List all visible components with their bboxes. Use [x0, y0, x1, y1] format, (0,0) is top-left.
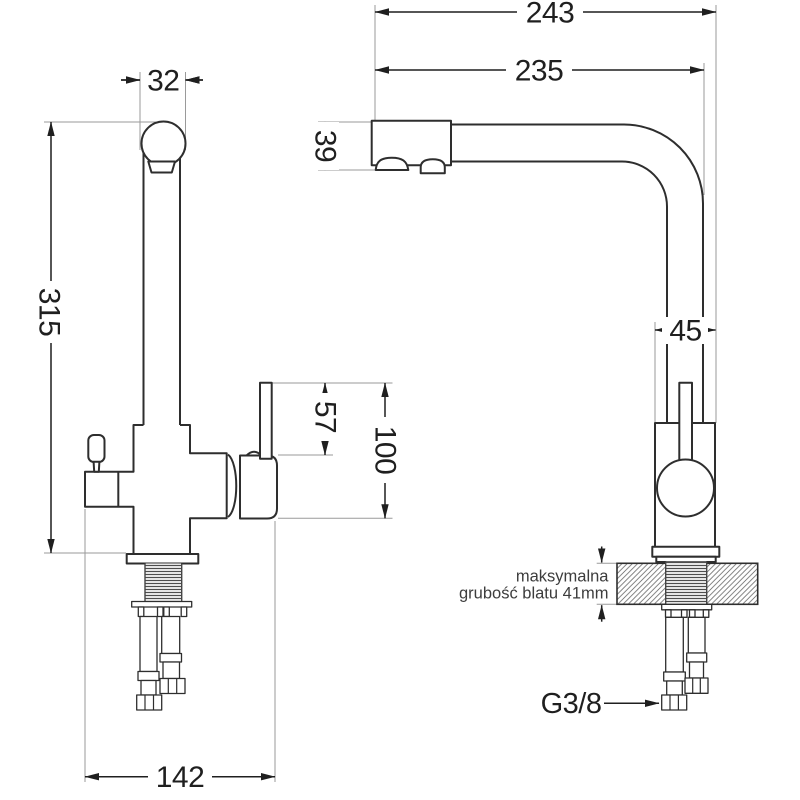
spout-head-sphere: [142, 122, 186, 166]
front-view-dimensions: [33, 65, 402, 795]
handle-joint-curve: [228, 455, 236, 518]
base-flange: [652, 547, 719, 557]
aerator-dome-main: [376, 158, 409, 170]
spout-pipe-outer: [451, 125, 703, 424]
mounting-washer: [662, 604, 712, 610]
dim-footprint-width-label: 142: [155, 761, 205, 794]
riser-column: [144, 151, 181, 425]
supply-hose-left: [662, 617, 687, 710]
dim-lever-height-label: 57: [308, 400, 342, 434]
dim-total-depth-label: 243: [525, 0, 575, 30]
mounting-studs: [666, 610, 709, 618]
counter-note-line1: maksymalna: [515, 567, 609, 586]
base-flange: [127, 554, 199, 564]
side-view: [309, 0, 758, 720]
spout-pipe-inner: [451, 162, 667, 424]
dim-total-height-label: 315: [32, 287, 66, 337]
front-view: [33, 65, 402, 795]
counter-note-line2: grubość blatu 41mm: [459, 584, 609, 603]
dim-spout-diameter-label: 32: [147, 64, 180, 98]
supply-hose-right: [160, 617, 185, 694]
hex-nut: [137, 695, 162, 710]
mounting-washer: [132, 602, 192, 608]
hex-nut: [685, 678, 708, 693]
side-handle-lever: [260, 383, 272, 459]
dim-body-diameter-label: 45: [669, 314, 702, 348]
side-handle-housing: [240, 456, 277, 519]
filter-lever-knob: [88, 435, 104, 462]
filter-lever-stem: [94, 462, 100, 472]
dim-handle-section-label: 100: [368, 425, 402, 475]
spout-aerator: [148, 162, 175, 173]
body-fill: [85, 425, 227, 555]
hex-nut: [160, 679, 185, 694]
counter-thread-ribs: [666, 562, 707, 605]
thread-size-label: G3/8: [540, 688, 602, 720]
mounting-studs: [138, 607, 186, 617]
aerator-dome-filtered: [421, 159, 445, 173]
side-view-faucet: [372, 121, 758, 710]
supply-hose-left: [137, 617, 162, 711]
front-view-faucet: [85, 122, 277, 711]
base-flange-lip: [656, 557, 715, 562]
supply-hose-right: [685, 617, 708, 693]
mounting-thread-ribs: [145, 564, 182, 602]
dim-spout-height-label: 39: [308, 129, 342, 163]
dim-spout-reach-label: 235: [514, 54, 564, 88]
hex-nut: [662, 695, 687, 710]
handle-ball-joint: [657, 460, 714, 517]
